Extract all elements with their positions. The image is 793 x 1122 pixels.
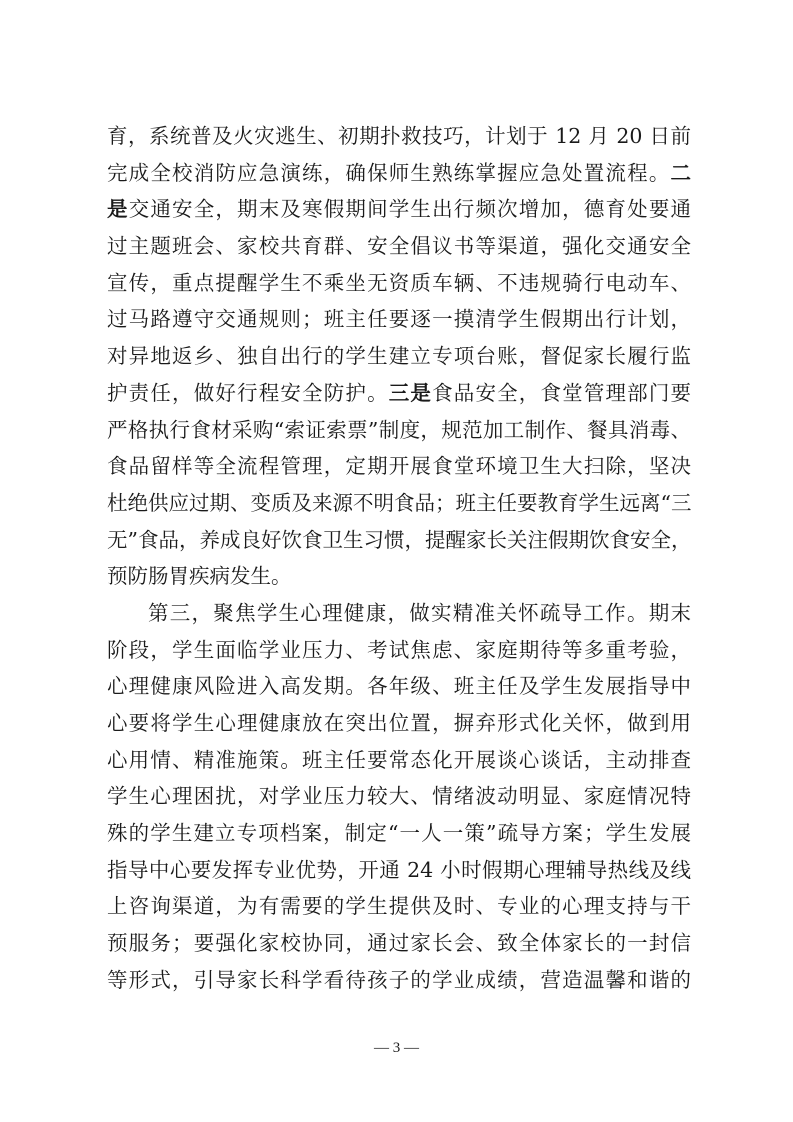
text-line [107,485,691,522]
text-segment: 食品安全，食堂管理部门要 [432,380,692,405]
text-line [107,742,691,779]
text-line [107,338,691,375]
document-body [107,118,691,999]
text-segment: 宣传，重点提醒学生不乘坐无资质车辆、不违规骑行电动车、 [107,270,691,295]
text-line [107,191,691,228]
text-segment: 交通安全，期末及寒假期间学生出行频次增加，德育处要通 [128,197,692,222]
text-line [107,778,691,815]
text-line [107,412,691,449]
text-line [107,448,691,485]
text-segment: 过主题班会、家校共育群、安全倡议书等渠道，强化交通安全 [107,234,691,259]
text-segment: 育，系统普及火灾逃生、初期扑救技巧，计划于 12 月 20 日前 [107,124,691,148]
text-line [107,375,691,412]
text-line [107,852,691,889]
text-segment: 严格执行食材采购“索证索票”制度，规范加工制作、餐具消毒、 [107,417,691,442]
text-line [107,522,691,559]
text-line [107,118,691,155]
text-segment: 等形式，引导家长科学看待孩子的学业成绩，营造温馨和谐的 [107,967,691,992]
text-line [107,265,691,302]
text-line [107,632,691,669]
text-line [107,705,691,742]
text-line [107,595,691,632]
text-segment: 无”食品，养成良好饮食卫生习惯，提醒家长关注假期饮食安全， [107,527,692,552]
text-segment: 预防肠胃疾病发生。 [107,564,292,589]
text-line [107,668,691,705]
text-segment: 完成全校消防应急演练，确保师生熟练掌握应急处置流程。 [107,160,671,185]
bold-text-segment: 二 [670,160,691,185]
text-segment: 上咨询渠道，为有需要的学生提供及时、专业的心理支持与干 [107,894,691,919]
text-segment: 学生心理困扰，对学业压力较大、情绪波动明显、家庭情况特 [107,784,691,809]
text-line [107,888,691,925]
text-segment: 过马路遵守交通规则；班主任要逐一摸清学生假期出行计划， [107,307,691,332]
text-segment: 食品留样等全流程管理，定期开展食堂环境卫生大扫除，坚决 [107,454,691,479]
text-line [107,228,691,265]
text-segment: 阶段，学生面临学业压力、考试焦虑、家庭期待等多重考验， [107,637,691,662]
bold-text-segment: 是 [107,197,129,222]
text-line [107,962,691,999]
text-segment: 杜绝供应过期、变质及来源不明食品；班主任要教育学生远离“三 [107,490,692,515]
text-segment: 护责任，做好行程安全防护。 [107,380,389,405]
text-segment: 殊的学生建立专项档案，制定“一人一策”疏导方案；学生发展 [107,821,691,846]
text-segment: 心要将学生心理健康放在突出位置，摒弃形式化关怀，做到用 [107,711,691,735]
text-line [107,301,691,338]
text-line [107,815,691,852]
text-segment: 心用情、精准施策。班主任要常态化开展谈心谈话，主动排查 [107,747,691,772]
page-number: — 3 — [374,1040,419,1056]
text-line [107,925,691,962]
text-segment: 预服务；要强化家校协同，通过家长会、致全体家长的一封信 [107,931,691,956]
text-line [107,155,691,192]
text-line [107,558,691,595]
text-segment: 第三，聚焦学生心理健康，做实精准关怀疏导工作。期末 [148,600,691,625]
text-segment: 对异地返乡、独自出行的学生建立专项台账，督促家长履行监 [107,344,691,369]
bold-text-segment: 三是 [388,380,433,405]
text-segment: 心理健康风险进入高发期。各年级、班主任及学生发展指导中 [107,674,691,699]
text-segment: 指导中心要发挥专业优势，开通 24 小时假期心理辅导热线及线 [107,857,691,882]
